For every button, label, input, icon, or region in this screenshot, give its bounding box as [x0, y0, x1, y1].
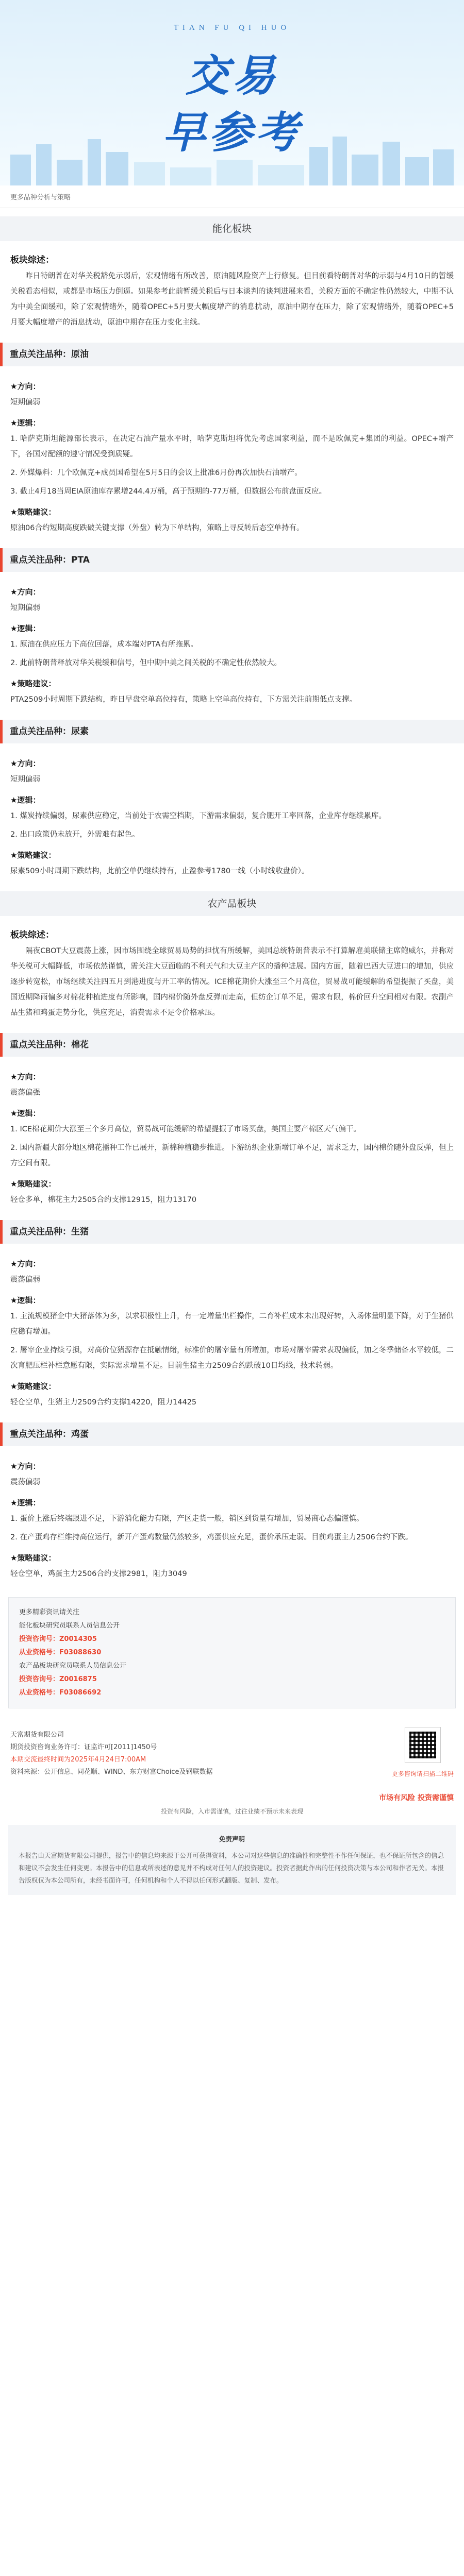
cotton-logic-item: 2. 国内新疆大部分地区棉花播种工作已展开，新棉种植稳步推进。下游纺织企业新增订单不足，需求乏力，国内棉价随外盘反弹，但上方空间有限。: [10, 1144, 454, 1167]
egg-strategy-label: ★策略建议：: [10, 1553, 56, 1563]
energy-section-title: 能化板块: [0, 216, 464, 241]
agri-summary-text: 隔夜CBOT大豆震荡上涨，因市场围绕全球贸易局势的担忧有所缓解，美国总统特朗普表示不打算解雇美联储主席鲍威尔，并称对华关税可大幅降低，市场依然谨慎，需关注大豆面临的不利天气和大豆主产区的播种进展。国内方面，随着巴西大豆进口的增加，供应逐步转宽松，市场继续关注四五月到港进度与开工率的情况。ICE棉花期价大涨至三个月高位，贸易战可能缓解的希望提振了买盘，美国近期降雨偏多对棉花种植进度有所影响，国内棉价随外盘反弹而走高，但纺企订单不足，需求有限，棉价回升空间相对有限。农副产品生猪和鸡蛋走势分化，供应充足，消费需求不足令价格承压。: [10, 947, 454, 1017]
contact-line: 投资咨询号：Z0016875: [19, 1675, 97, 1683]
city-skyline-icon: [0, 124, 464, 185]
pta-block: [0, 572, 464, 713]
energy-summary: [0, 241, 464, 335]
urea-logic-label: ★逻辑：: [10, 795, 41, 805]
header-banner: [0, 0, 464, 185]
agri-summary: [0, 916, 464, 1026]
crude-logic-item: 3. 截止4月18当周EIA原油库存累增244.4万桶，高于预期的-77万桶，但数据公布前盘面反应。: [10, 487, 327, 496]
cotton-logic-label: ★逻辑：: [10, 1109, 41, 1118]
pta-logic-item: 2. 此前特朗普释放对华关税缓和信号，但中期中美之间关税的不确定性依然较大。: [10, 659, 281, 667]
egg-logic-item: 2. 在产蛋鸡存栏维持高位运行，新开产蛋鸡数量仍然较多，鸡蛋供应充足，蛋价承压走弱。目前鸡蛋主力2506合约下跌。: [10, 1533, 413, 1541]
egg-direction-label: ★方向：: [10, 1462, 41, 1471]
pta-logic-item: 1. 原油在供应压力下高位回落，成本端对PTA有所拖累。: [10, 640, 198, 649]
slogan-right: 市场有风险 投资需谨慎: [379, 1794, 454, 1802]
cotton-block: [0, 1057, 464, 1213]
crude-logic-item: 2. 外媒爆料：几个欧佩克+成员国希望在5月5日的会议上批准6月份再次加快石油增产。: [10, 469, 302, 477]
crude-strategy-label: ★策略建议：: [10, 507, 56, 517]
energy-summary-text: 昨日特朗普在对华关税豁免示弱后，宏观情绪有所改善，原油随风险资产上行修复。但目前看特朗普对华的示弱与4月10日的暂缓关税看态相似，或都是市场压力倒逼。如果参考此前暂缓关税后与日本谈判的谈判进展来看，关税方面的不确定性仍然较大，中期不认为中美全面缓和，除了宏观情绪外，随着OPEC+5月要大幅度增产的消息扰动，原油中期存在压力，除了宏观情绪外，随着OPEC+5月要大幅度增产的消息扰动，原油中期存在压力变化主线。: [10, 272, 454, 327]
footer: [0, 1719, 464, 1788]
pta-direction: 短期偏弱: [10, 604, 40, 612]
crude-logic-item: 1. 哈萨克斯坦能源部长表示，在决定石油产量水平时，哈萨克斯坦将优先考虑国家利益，而不是欧佩克+集团的利益。OPEC+增产下，各国对配额的遵守情况受到质疑。: [10, 435, 454, 459]
banner-title-line1: 交易: [185, 50, 278, 101]
contact-line: 农产品板块研究员联系人员信息公开: [19, 1662, 127, 1670]
crude-direction-label: ★方向：: [10, 382, 41, 391]
crude-oil-block: [0, 366, 464, 541]
cotton-strategy-label: ★策略建议：: [10, 1179, 56, 1189]
slogan-bottom: 投资有风险，入市需谨慎，过往业绩不预示未来表现: [160, 1808, 303, 1815]
egg-strategy: 轻仓空单，鸡蛋主力2506合约支撑2981，阻力3049: [10, 1570, 187, 1578]
urea-direction: 短期偏弱: [10, 775, 40, 784]
banner-subtitle: TIAN FU QI HUO: [173, 24, 291, 32]
disclaimer-title: 免责声明: [219, 1835, 245, 1843]
crude-strategy: 原油06合约短期高度跌破关键支撑（外盘）转为下单结构，策略上寻反转后态空单持有。: [10, 524, 304, 532]
egg-block: [0, 1446, 464, 1587]
footer-license: 期货投资咨询业务许可：证监许可[2011]1450号: [10, 1743, 157, 1751]
breadcrumb[interactable]: 更多品种分析与策略: [0, 185, 464, 208]
disclaimer-text: 本报告由天富期货有限公司提供，报告中的信息均来源于公开可获得资料，本公司对这些信息的准确性和完整性不作任何保证，也不保证所包含的信息和建议不会发生任何变更。本报告中的信息或所表述的意见并不构成对任何人的投资建议。投资者据此作出的任何投资决策与本公司和作者无关。本报告版权仅为本公司所有，未经书面许可，任何机构和个人不得以任何形式翻版、复制、发布。: [19, 1852, 444, 1884]
hog-logic-item: 2. 屠宰企业持续亏损，对高价位猪源存在抵触情绪，标准价的屠宰量有所增加，市场对屠宰需求表现偏低，加之冬季储备水平较低，二次育肥压栏补栏意愿有限，实际需求增量不足。目前生猪主力2509合约跌破10日均线，技术转弱。: [10, 1346, 454, 1370]
crude-direction: 短期偏弱: [10, 398, 40, 406]
egg-logic-item: 1. 蛋价上涨后终端跟进不足，下游消化能力有限，产区走货一般，销区到货量有增加，贸易商心态偏谨慎。: [10, 1515, 364, 1523]
pta-strategy: PTA2509小时周期下跌结构，昨日早盘空单高位持有，策略上空单高位持有，下方需关注前期低点支撑。: [10, 696, 357, 704]
pta-logic-label: ★逻辑：: [10, 624, 41, 633]
pta-direction-label: ★方向：: [10, 587, 41, 597]
topic-urea: 重点关注品种：尿素: [0, 720, 464, 743]
hog-logic-item: 1. 主流规模猪企中大猪落体为多，以求积极性上升，有一定增量出栏操作，二育补栏成本未出现好转，入场体量明显下降，对于生猪供应稳有增加。: [10, 1312, 454, 1336]
hog-strategy: 轻仓空单，生猪主力2509合约支撑14220，阻力14425: [10, 1398, 197, 1406]
contact-line: 能化板块研究员联系人员信息公开: [19, 1622, 120, 1630]
disclaimer-box: [8, 1825, 456, 1895]
footer-sources: 资料来源：公开信息、同花顺、WIND、东方财富Choice及钢联数据: [10, 1768, 213, 1776]
urea-block: [0, 743, 464, 884]
egg-logic-label: ★逻辑：: [10, 1498, 41, 1507]
crude-logic-label: ★逻辑：: [10, 418, 41, 428]
urea-logic-item: 1. 煤炭持续偏弱，尿素供应稳定，当前处于农需空档期，下游需求偏弱，复合肥开工率回落，企业库存继续累库。: [10, 812, 386, 820]
hog-direction: 震荡偏弱: [10, 1276, 40, 1284]
hog-direction-label: ★方向：: [10, 1259, 41, 1268]
contact-line: 从业资格号：F03086692: [19, 1689, 102, 1697]
energy-summary-label: 板块综述：: [10, 255, 54, 265]
cotton-direction-label: ★方向：: [10, 1072, 41, 1081]
contact-line: 投资咨询号：Z0014305: [19, 1635, 97, 1643]
topic-hog: 重点关注品种：生猪: [0, 1220, 464, 1244]
contact-line: 从业资格号：F03088630: [19, 1649, 102, 1656]
qr-label: 更多咨询请扫描二维码: [391, 1770, 454, 1777]
footer-company: 天富期货有限公司: [10, 1731, 64, 1739]
cotton-strategy: 轻仓多单，棉花主力2505合约支撑12915，阻力13170: [10, 1196, 197, 1204]
urea-direction-label: ★方向：: [10, 759, 41, 768]
topic-pta: 重点关注品种：PTA: [0, 548, 464, 572]
footer-date: 本期交流最终时间为2025年4月24日7:00AM: [10, 1755, 146, 1764]
agri-summary-label: 板块综述：: [10, 930, 54, 940]
banner-title-line2: 早参考: [162, 107, 302, 158]
hog-strategy-label: ★策略建议：: [10, 1382, 56, 1391]
pta-strategy-label: ★策略建议：: [10, 679, 56, 688]
urea-strategy: 尿素509小时周期下跌结构，此前空单仍继续持有，止盈参考1780一线（小时线收盘价）。: [10, 867, 309, 875]
agri-section-title: 农产品板块: [0, 891, 464, 916]
hog-block: [0, 1244, 464, 1415]
contact-box: [8, 1597, 456, 1708]
urea-logic-item: 2. 出口政策仍未放开，外需难有起色。: [10, 831, 140, 839]
egg-direction: 震荡偏弱: [10, 1478, 40, 1486]
urea-strategy-label: ★策略建议：: [10, 851, 56, 860]
topic-crude-oil: 重点关注品种：原油: [0, 343, 464, 366]
cotton-logic-item: 1. ICE棉花期价大涨至三个多月高位，贸易战可能缓解的希望提振了市场买盘，美国主要产棉区天气偏干。: [10, 1125, 361, 1133]
qr-code-icon[interactable]: [405, 1727, 441, 1763]
hog-logic-label: ★逻辑：: [10, 1296, 41, 1305]
cotton-direction: 震荡偏强: [10, 1089, 40, 1097]
contact-line: 更多精彩资讯请关注: [19, 1608, 80, 1616]
topic-cotton: 重点关注品种：棉花: [0, 1033, 464, 1057]
topic-egg: 重点关注品种：鸡蛋: [0, 1422, 464, 1446]
